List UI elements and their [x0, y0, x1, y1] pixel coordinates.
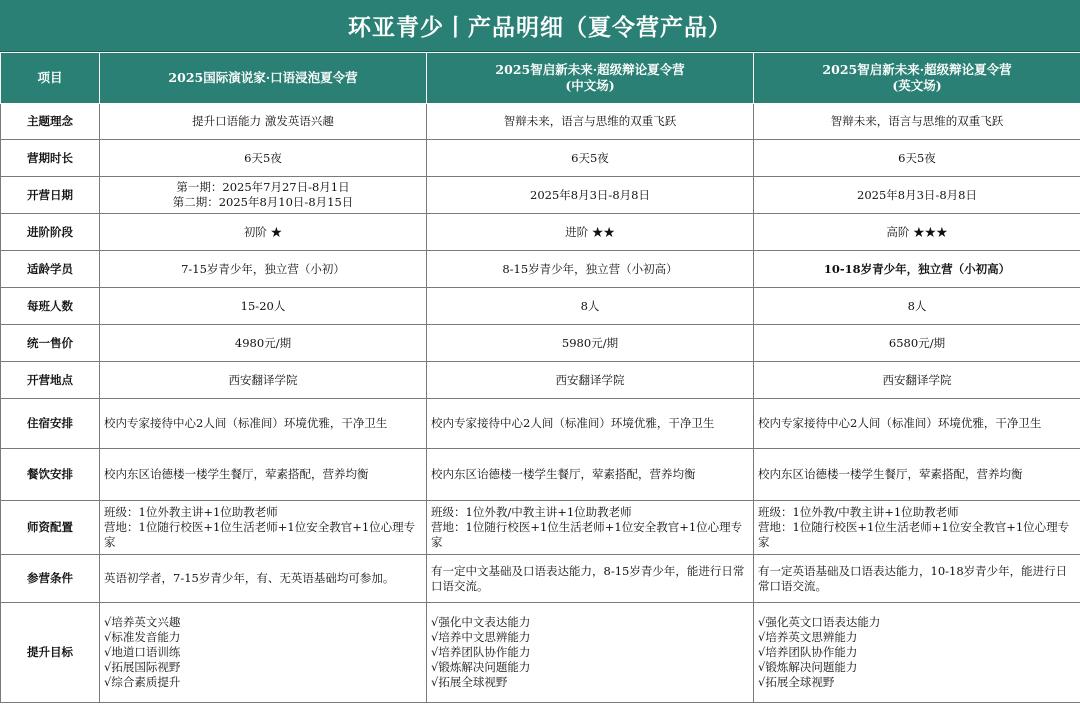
row-label-age: 适龄学员: [1, 251, 100, 288]
cell-age-oral: 7-15岁青少年，独立营（小初）: [100, 251, 427, 288]
table-row: [1, 325, 1080, 362]
header-camp-debate-en-title: 2025智启新未来·超级辩论夏令营: [822, 62, 1012, 77]
header-camp-oral-title: 2025国际演说家·口语浸泡夏令营: [168, 70, 358, 85]
cell-location-debate-en: 西安翻译学院: [754, 362, 1080, 399]
table-header-row: [1, 53, 1080, 104]
cell-dates-debate-en: 2025年8月3日-8月8日: [754, 177, 1080, 214]
row-label-staff: 师资配置: [1, 501, 100, 555]
cell-class-size-debate-en: 8人: [754, 288, 1080, 325]
header-camp-debate-cn-title: 2025智启新未来·超级辩论夏令营: [495, 62, 685, 77]
cell-staff-debate-cn: 班级：1位外教/中教主讲+1位助教老师 营地：1位随行校医+1位生活老师+1位安全教官+1位心理专家: [427, 501, 754, 555]
cell-staff-debate-en: 班级：1位外教/中教主讲+1位助教老师 营地：1位随行校医+1位生活老师+1位安全教官+1位心理专家: [754, 501, 1080, 555]
cell-price-oral: 4980元/期: [100, 325, 427, 362]
table-row: [1, 288, 1080, 325]
cell-goals-oral: √培养英文兴趣 √标准发音能力 √地道口语训练 √拓展国际视野 √综合素质提升: [100, 603, 427, 703]
header-camp-debate-cn-sub: (中文场): [565, 78, 615, 93]
table-row: [1, 501, 1080, 555]
table-row: [1, 177, 1080, 214]
header-camp-debate-en-sub: (英文场): [892, 78, 942, 93]
cell-meals-debate-en: 校内东区诒德楼一楼学生餐厅，荤素搭配，营养均衡: [754, 449, 1080, 501]
cell-requirements-oral: 英语初学者，7-15岁青少年，有、无英语基础均可参加。: [100, 555, 427, 603]
cell-location-debate-cn: 西安翻译学院: [427, 362, 754, 399]
cell-age-debate-cn: 8-15岁青少年，独立营（小初高）: [427, 251, 754, 288]
table-row: [1, 214, 1080, 251]
cell-theme-oral: 提升口语能力 激发英语兴趣: [100, 104, 427, 140]
table-row: [1, 251, 1080, 288]
cell-requirements-debate-cn: 有一定中文基础及口语表达能力，8-15岁青少年，能进行日常口语交流。: [427, 555, 754, 603]
cell-dates-debate-cn: 2025年8月3日-8月8日: [427, 177, 754, 214]
row-label-dates: 开营日期: [1, 177, 100, 214]
cell-level-debate-cn: 进阶 ★★: [427, 214, 754, 251]
cell-lodging-debate-cn: 校内专家接待中心2人间（标准间）环境优雅，干净卫生: [427, 399, 754, 449]
cell-meals-debate-cn: 校内东区诒德楼一楼学生餐厅，荤素搭配，营养均衡: [427, 449, 754, 501]
cell-class-size-oral: 15-20人: [100, 288, 427, 325]
header-camp-debate-en: [754, 53, 1080, 104]
cell-meals-oral: 校内东区诒德楼一楼学生餐厅，荤素搭配，营养均衡: [100, 449, 427, 501]
table-row: [1, 104, 1080, 140]
cell-duration-debate-en: 6天5夜: [754, 140, 1080, 177]
row-label-theme: 主题理念: [1, 104, 100, 140]
product-table: [0, 52, 1080, 703]
cell-dates-oral: 第一期：2025年7月27日-8月1日 第二期：2025年8月10日-8月15日: [100, 177, 427, 214]
cell-duration-debate-cn: 6天5夜: [427, 140, 754, 177]
cell-staff-oral: 班级：1位外教主讲+1位助教老师 营地：1位随行校医+1位生活老师+1位安全教官+1位心理专家: [100, 501, 427, 555]
cell-lodging-oral: 校内专家接待中心2人间（标准间）环境优雅，干净卫生: [100, 399, 427, 449]
cell-age-debate-en: 10-18岁青少年，独立营（小初高）: [754, 251, 1080, 288]
cell-goals-debate-cn: √强化中文表达能力 √培养中文思辨能力 √培养团队协作能力 √锻炼解决问题能力 √拓展全球视野: [427, 603, 754, 703]
cell-level-oral: 初阶 ★: [100, 214, 427, 251]
header-item: 项目: [1, 53, 100, 104]
row-label-location: 开营地点: [1, 362, 100, 399]
row-label-lodging: 住宿安排: [1, 399, 100, 449]
row-label-price: 统一售价: [1, 325, 100, 362]
cell-location-oral: 西安翻译学院: [100, 362, 427, 399]
cell-duration-oral: 6天5夜: [100, 140, 427, 177]
row-label-class-size: 每班人数: [1, 288, 100, 325]
table-row: [1, 603, 1080, 703]
cell-price-debate-en: 6580元/期: [754, 325, 1080, 362]
row-label-goals: 提升目标: [1, 603, 100, 703]
cell-theme-debate-cn: 智辩未来，语言与思维的双重飞跃: [427, 104, 754, 140]
header-camp-debate-cn: [427, 53, 754, 104]
table-row: [1, 449, 1080, 501]
cell-class-size-debate-cn: 8人: [427, 288, 754, 325]
table-row: [1, 362, 1080, 399]
row-label-requirements: 参营条件: [1, 555, 100, 603]
table-row: [1, 399, 1080, 449]
cell-theme-debate-en: 智辩未来，语言与思维的双重飞跃: [754, 104, 1080, 140]
header-camp-oral: [100, 53, 427, 104]
row-label-level: 进阶阶段: [1, 214, 100, 251]
page-title: 环亚青少丨产品明细（夏令营产品）: [0, 0, 1080, 52]
cell-goals-debate-en: √强化英文口语表达能力 √培养英文思辨能力 √培养团队协作能力 √锻炼解决问题能力 √拓展全球视野: [754, 603, 1080, 703]
cell-price-debate-cn: 5980元/期: [427, 325, 754, 362]
cell-level-debate-en: 高阶 ★★★: [754, 214, 1080, 251]
row-label-meals: 餐饮安排: [1, 449, 100, 501]
table-row: [1, 555, 1080, 603]
table-row: [1, 140, 1080, 177]
cell-lodging-debate-en: 校内专家接待中心2人间（标准间）环境优雅，干净卫生: [754, 399, 1080, 449]
row-label-duration: 营期时长: [1, 140, 100, 177]
cell-requirements-debate-en: 有一定英语基础及口语表达能力，10-18岁青少年，能进行日常口语交流。: [754, 555, 1080, 603]
